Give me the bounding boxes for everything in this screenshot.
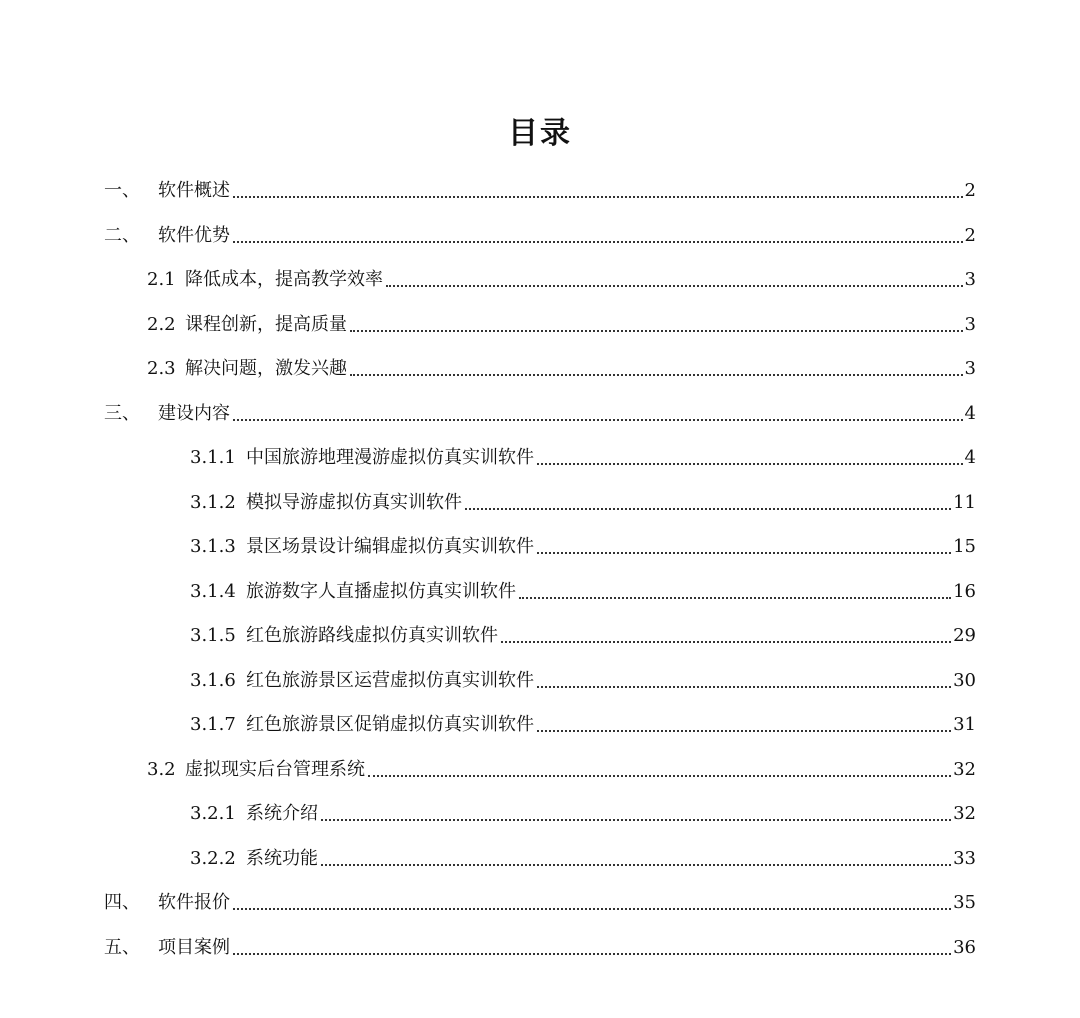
- dot-leader: [233, 419, 963, 421]
- toc-entry[interactable]: [190, 484, 976, 514]
- toc-entry-page-number: 11: [953, 491, 976, 513]
- toc-entry-number: 3.2: [147, 758, 176, 780]
- toc-entry-page-number: 4: [964, 402, 976, 424]
- toc-entry[interactable]: [190, 662, 976, 692]
- toc-entry-number: 五、: [104, 936, 140, 958]
- toc-entry-page-number: 3: [964, 313, 976, 335]
- dot-leader: [501, 641, 951, 643]
- toc-entry-page-number: 3: [964, 269, 976, 290]
- toc-entry-number: 3.1.2: [190, 491, 236, 513]
- toc-entry-number: 二、: [104, 224, 140, 246]
- toc-entry-title: 虚拟现实后台管理系统: [185, 758, 365, 780]
- toc-entry-number: 2.1: [147, 269, 176, 290]
- toc-entry-title: 模拟导游虚拟仿真实训软件: [246, 491, 462, 513]
- toc-entry-page-number: 2: [964, 180, 976, 201]
- toc-entry-title: 课程创新，提高质量: [185, 313, 347, 335]
- toc-entry[interactable]: [147, 306, 976, 336]
- toc-entry-number: 2.3: [147, 358, 176, 379]
- toc-entry-number: 3.1.3: [190, 536, 236, 557]
- dot-leader: [537, 552, 951, 554]
- toc-entry-page-number: 36: [953, 936, 976, 958]
- dot-leader: [233, 241, 963, 243]
- toc-entry-title: 软件报价: [158, 892, 230, 913]
- toc-entry-page-number: 2: [964, 224, 976, 246]
- toc-entry-title: 系统介绍: [246, 803, 318, 824]
- dot-leader: [233, 908, 951, 910]
- toc-title: 目录: [508, 116, 572, 151]
- toc-entry[interactable]: [104, 884, 976, 914]
- toc-entry-number: 一、: [104, 180, 140, 201]
- toc-entry-number: 3.2.1: [190, 803, 236, 824]
- dot-leader: [350, 374, 963, 376]
- toc-entry[interactable]: [190, 795, 976, 825]
- toc-entry-number: 3.1.5: [190, 625, 236, 646]
- toc-entry-number: 3.1.6: [190, 669, 236, 691]
- toc-entry-page-number: 33: [953, 847, 976, 869]
- toc-entry-page-number: 15: [953, 536, 976, 557]
- toc-entry[interactable]: [104, 217, 976, 247]
- toc-entry[interactable]: [190, 528, 976, 558]
- toc-entry-page-number: 32: [953, 803, 976, 824]
- toc-entry[interactable]: [190, 439, 976, 469]
- toc-entry[interactable]: [104, 172, 976, 202]
- toc-entry-title: 红色旅游路线虚拟仿真实训软件: [246, 625, 498, 646]
- toc-entry[interactable]: [147, 751, 976, 781]
- toc-entry[interactable]: [147, 350, 976, 380]
- toc-entry-title: 红色旅游景区促销虚拟仿真实训软件: [246, 714, 534, 735]
- toc-entry-page-number: 29: [953, 625, 976, 646]
- toc-entry-page-number: 3: [964, 358, 976, 379]
- toc-entry[interactable]: [190, 617, 976, 647]
- toc-entry-page-number: 30: [953, 669, 976, 691]
- toc-entry-title: 旅游数字人直播虚拟仿真实训软件: [246, 580, 516, 602]
- toc-entry-title: 解决问题，激发兴趣: [185, 358, 347, 379]
- toc-entry[interactable]: [104, 395, 976, 425]
- dot-leader: [386, 285, 963, 287]
- toc-entry-title: 软件概述: [158, 180, 230, 201]
- toc-entry-page-number: 4: [964, 447, 976, 468]
- dot-leader: [233, 196, 963, 198]
- toc-entry-number: 四、: [104, 892, 140, 913]
- dot-leader: [321, 819, 951, 821]
- toc-entry-number: 3.2.2: [190, 847, 236, 869]
- toc-entry-title: 系统功能: [246, 847, 318, 869]
- toc-entry-number: 3.1.4: [190, 580, 236, 602]
- dot-leader: [537, 730, 951, 732]
- dot-leader: [519, 597, 951, 599]
- dot-leader: [321, 864, 951, 866]
- dot-leader: [350, 330, 963, 332]
- dot-leader: [368, 775, 951, 777]
- dot-leader: [233, 953, 951, 955]
- dot-leader: [537, 686, 951, 688]
- toc-entry-page-number: 31: [953, 714, 976, 735]
- dot-leader: [465, 508, 951, 510]
- toc-entry-title: 景区场景设计编辑虚拟仿真实训软件: [246, 536, 534, 557]
- toc-entry-title: 软件优势: [158, 224, 230, 246]
- toc-entry[interactable]: [190, 840, 976, 870]
- toc-entry-number: 三、: [104, 402, 140, 424]
- toc-entry-title: 降低成本，提高教学效率: [185, 269, 383, 290]
- toc-entry[interactable]: [147, 261, 976, 291]
- toc-entry-title: 项目案例: [158, 936, 230, 958]
- toc-entry-page-number: 35: [953, 892, 976, 913]
- toc-entry-title: 红色旅游景区运营虚拟仿真实训软件: [246, 669, 534, 691]
- toc-entry-page-number: 16: [953, 580, 976, 602]
- toc-entry[interactable]: [190, 573, 976, 603]
- toc-entry[interactable]: [104, 929, 976, 959]
- toc-entry-title: 中国旅游地理漫游虚拟仿真实训软件: [246, 447, 534, 468]
- toc-entry-title: 建设内容: [158, 402, 230, 424]
- toc-entry-number: 3.1.7: [190, 714, 236, 735]
- toc-entry-page-number: 32: [953, 758, 976, 780]
- toc-entry[interactable]: [190, 706, 976, 736]
- toc-entry-number: 2.2: [147, 313, 176, 335]
- dot-leader: [537, 463, 963, 465]
- toc-entry-number: 3.1.1: [190, 447, 236, 468]
